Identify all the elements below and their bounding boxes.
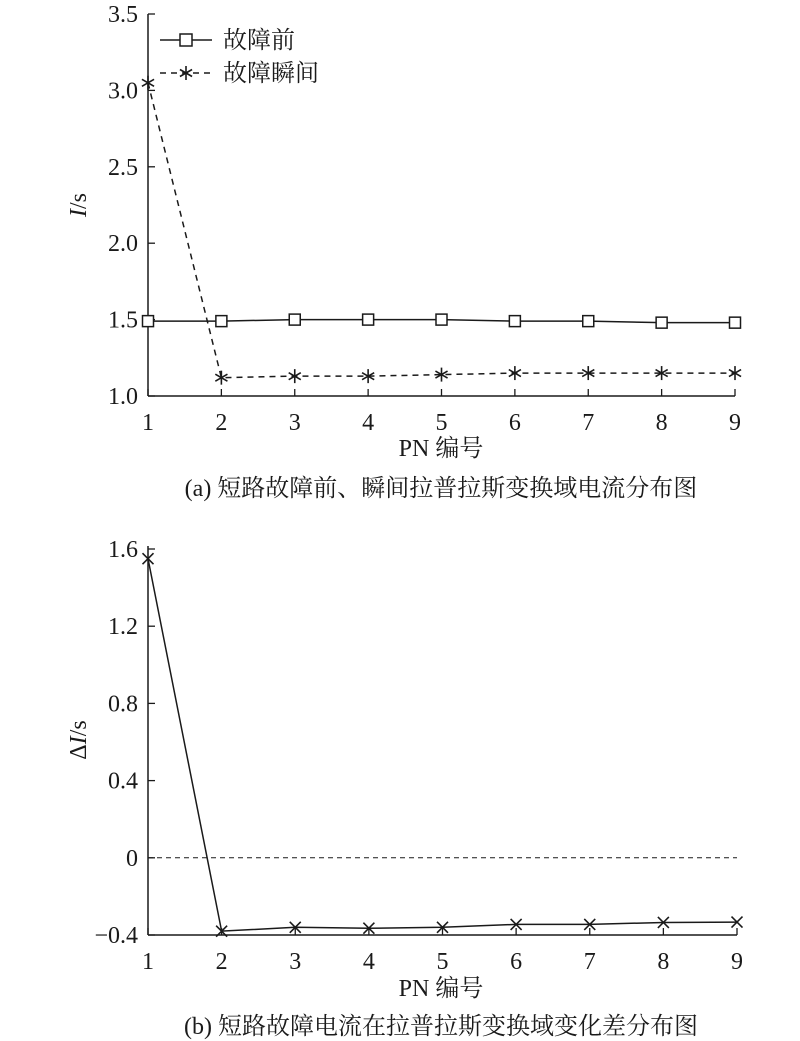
y-tick-label: 3.0 bbox=[108, 78, 138, 105]
series-line-b-0 bbox=[148, 559, 737, 931]
legend-square-marker bbox=[180, 34, 192, 46]
x-tick-label: 4 bbox=[362, 949, 375, 975]
data-point-a-0-8 bbox=[656, 317, 667, 328]
chart-panel-a bbox=[66, 2, 741, 502]
y-tick-label: 1.0 bbox=[108, 384, 138, 410]
data-point-a-0-1 bbox=[143, 316, 154, 327]
y-tick-label: 1.5 bbox=[108, 307, 138, 334]
x-tick-label: 2 bbox=[215, 949, 228, 975]
data-point-a-0-2 bbox=[216, 316, 227, 327]
data-point-a-0-7 bbox=[583, 316, 594, 327]
y-tick-label: 2.5 bbox=[108, 154, 138, 181]
chart-a-series bbox=[142, 76, 741, 385]
x-tick-label: 9 bbox=[729, 410, 741, 436]
data-point-a-1-1 bbox=[142, 76, 154, 90]
data-point-a-0-5 bbox=[436, 314, 447, 325]
chart-a-ticks bbox=[108, 2, 741, 436]
y-tick-label: 2.0 bbox=[108, 231, 138, 258]
legend-asterisk-marker bbox=[180, 66, 192, 80]
chart-b-x-axis-title: PN 编号 bbox=[398, 976, 484, 1002]
chart-b-ticks bbox=[94, 537, 743, 975]
chart-a-x-axis-title: PN 编号 bbox=[398, 436, 484, 462]
chart-b-y-axis-title: ΔI/s bbox=[66, 720, 92, 760]
data-point-a-0-9 bbox=[730, 317, 741, 328]
data-point-a-0-3 bbox=[289, 314, 300, 325]
x-tick-label: 3 bbox=[288, 410, 301, 436]
chart-a-legend bbox=[160, 27, 319, 87]
x-tick-label: 5 bbox=[436, 949, 449, 975]
chart-a-caption: (a) 短路故障前、瞬间拉普拉斯变换域电流分布图 bbox=[184, 476, 698, 502]
legend-item-fault-instant bbox=[160, 60, 319, 87]
x-tick-label: 7 bbox=[583, 949, 596, 975]
x-tick-label: 6 bbox=[510, 949, 523, 975]
x-tick-label: 4 bbox=[362, 410, 375, 436]
data-point-a-0-4 bbox=[363, 314, 374, 325]
x-tick-label: 2 bbox=[215, 410, 228, 436]
chart-b-series bbox=[143, 553, 743, 936]
chart-b-caption: (b) 短路故障电流在拉普拉斯变换域变化差分布图 bbox=[184, 1014, 698, 1040]
legend-label-before-fault: 故障前 bbox=[223, 28, 295, 54]
y-tick-label: 3.5 bbox=[108, 2, 138, 28]
data-point-a-0-6 bbox=[509, 316, 520, 327]
x-tick-label: 3 bbox=[289, 949, 302, 975]
data-point-a-1-9 bbox=[729, 366, 741, 380]
x-tick-label: 1 bbox=[142, 949, 154, 975]
x-tick-label: 9 bbox=[731, 949, 743, 975]
legend-item-before-fault bbox=[160, 27, 295, 54]
data-point-a-1-6 bbox=[509, 366, 521, 380]
chart-a-y-axis-title: I/s bbox=[66, 192, 92, 218]
y-tick-label: 1.2 bbox=[108, 614, 138, 641]
x-tick-label: 5 bbox=[435, 410, 448, 436]
x-tick-label: 1 bbox=[142, 410, 154, 436]
x-tick-label: 8 bbox=[655, 410, 668, 436]
y-tick-label: 0.8 bbox=[108, 691, 138, 718]
x-tick-label: 6 bbox=[508, 410, 521, 436]
legend-label-fault-instant: 故障瞬间 bbox=[223, 61, 319, 87]
y-tick-label: −0.4 bbox=[94, 923, 138, 949]
y-tick-label: 0 bbox=[126, 845, 138, 872]
chart-panel-b bbox=[66, 537, 743, 1040]
x-tick-label: 8 bbox=[657, 949, 670, 975]
y-tick-label: 0.4 bbox=[108, 768, 138, 795]
legend-asterisk-glyph bbox=[180, 66, 192, 80]
data-point-a-1-3 bbox=[289, 369, 301, 383]
x-tick-label: 7 bbox=[582, 410, 595, 436]
y-tick-label: 1.6 bbox=[108, 537, 138, 563]
series-line-a-1 bbox=[148, 83, 735, 378]
